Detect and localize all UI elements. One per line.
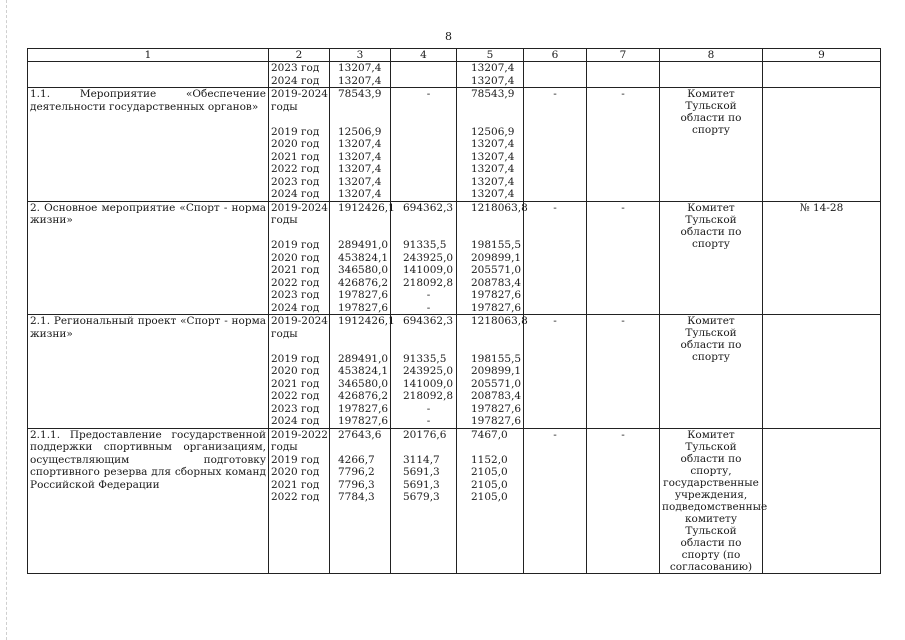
year-label: 2024 год xyxy=(271,415,320,427)
scan-edge-marks xyxy=(6,0,11,640)
year-label: 2019 год xyxy=(271,453,320,466)
value-total: 13207,4 xyxy=(338,188,382,200)
year-label: 2023 год xyxy=(271,62,320,74)
responsible-executor: Комитет Тульской области по спорту, государственные учреждения, подведомственные комитету Тульской области по спорту (по согласованию) xyxy=(660,428,763,573)
spacer xyxy=(332,340,388,353)
column-header-9: 9 xyxy=(763,49,881,62)
value-regional: 205571,0 xyxy=(471,377,522,390)
period-cell xyxy=(269,88,330,202)
col6-cell: - xyxy=(524,201,587,315)
value-regional: 12506,9 xyxy=(471,125,515,138)
col6-cell: - xyxy=(524,88,587,202)
year-label: 2024 год xyxy=(271,74,320,87)
year-label: 2020 год xyxy=(271,251,320,264)
cell-col-5 xyxy=(457,62,524,88)
responsible-executor: Комитет Тульской области по спорту xyxy=(660,201,763,315)
col6-cell: - xyxy=(524,315,587,429)
regional-cell xyxy=(457,201,528,315)
federal-cell xyxy=(391,315,457,429)
spacer xyxy=(332,227,388,240)
cell-col-6 xyxy=(524,62,587,88)
spacer xyxy=(332,214,388,227)
spacer xyxy=(271,227,327,240)
year-label: 2023 год xyxy=(271,175,320,188)
value-federal: 243925,0 xyxy=(403,251,454,264)
year-label: 2023 год xyxy=(271,289,320,301)
activity-name: 2.1. Региональный проект «Спорт - норма жизни» xyxy=(28,315,269,429)
year-label: 2019 год xyxy=(271,125,320,138)
value-regional: 1152,0 xyxy=(471,453,508,466)
period-cell xyxy=(269,315,330,429)
year-label: 2024 год xyxy=(271,188,320,200)
indicator-reference xyxy=(763,428,881,573)
indicator-reference xyxy=(763,315,881,429)
value-regional: 197827,6 xyxy=(471,289,522,301)
total-value: 1218063,8 xyxy=(471,201,528,214)
cell-col-3 xyxy=(330,62,391,88)
value-regional: 13207,4 xyxy=(471,74,515,87)
value-federal: 218092,8 xyxy=(403,390,454,402)
column-header-5: 5 xyxy=(457,49,524,62)
value-federal: 218092,8 xyxy=(403,276,454,289)
page-number: 8 xyxy=(445,30,452,43)
spacer xyxy=(459,113,521,126)
value-regional: 13207,4 xyxy=(471,138,515,150)
regional-cell xyxy=(457,315,528,429)
value-regional: 209899,1 xyxy=(471,251,522,264)
value-total: 197827,6 xyxy=(338,301,389,314)
value-total: 13207,4 xyxy=(338,163,382,175)
spacer xyxy=(271,113,327,126)
total-value: 694362,3 xyxy=(403,315,454,327)
cell-col-1 xyxy=(28,62,269,88)
value-total: 453824,1 xyxy=(338,251,389,264)
value-total: 197827,6 xyxy=(338,415,389,427)
total-cell xyxy=(330,201,395,315)
table-row xyxy=(28,315,881,429)
value-regional: 2105,0 xyxy=(471,491,508,503)
value-total: 453824,1 xyxy=(338,365,389,377)
value-federal: 243925,0 xyxy=(403,365,454,377)
spacer xyxy=(459,101,521,114)
activity-name: 2. Основное мероприятие «Спорт - норма жизни» xyxy=(28,201,269,315)
value-federal: - xyxy=(426,289,431,301)
period-unit: годы xyxy=(271,214,298,226)
program-table xyxy=(27,48,881,574)
value-total: 13207,4 xyxy=(338,74,382,87)
spacer xyxy=(459,340,521,353)
federal-cell xyxy=(391,201,457,315)
spacer xyxy=(393,328,454,341)
value-federal xyxy=(393,188,454,201)
responsible-executor: Комитет Тульской области по спорту xyxy=(660,88,763,202)
year-label: 2021 год xyxy=(271,150,320,163)
spacer xyxy=(393,227,454,240)
value-regional: 2105,0 xyxy=(471,478,508,491)
period-unit: годы xyxy=(271,327,298,340)
year-label: 2019 год xyxy=(271,239,320,251)
value-total: 289491,0 xyxy=(338,352,389,365)
period-range: 2019-2024 xyxy=(271,315,328,327)
spacer xyxy=(459,227,521,240)
total-value: 78543,9 xyxy=(338,88,382,100)
federal-cell xyxy=(391,428,457,573)
period-unit: годы xyxy=(271,441,298,453)
value-total: 12506,9 xyxy=(338,125,382,138)
value-total: 346580,0 xyxy=(338,264,389,276)
year-label: 2021 год xyxy=(271,377,320,390)
table-row xyxy=(28,62,881,88)
activity-name: 2.1.1. Предоставление государственной поддержки спортивным организациям, осуществляющим подготовку спортивного резерва для сборных команд Российской Федерации xyxy=(28,428,269,573)
col7-cell: - xyxy=(587,315,660,429)
spacer xyxy=(332,101,388,114)
column-header-1: 1 xyxy=(28,49,269,62)
table-row xyxy=(28,428,881,573)
activity-name: 1.1. Мероприятие «Обеспечение деятельности государственных органов» xyxy=(28,88,269,202)
value-federal: 5679,3 xyxy=(403,491,440,503)
regional-cell xyxy=(457,88,524,202)
value-regional: 197827,6 xyxy=(471,301,522,314)
year-label: 2020 год xyxy=(271,138,320,150)
period-range: 2019-2022 xyxy=(271,428,328,441)
total-value: - xyxy=(426,88,431,100)
value-total: 13207,4 xyxy=(338,62,382,74)
value-regional: 2105,0 xyxy=(471,466,508,478)
table-row xyxy=(28,201,881,315)
table-row xyxy=(28,88,881,202)
column-header-2: 2 xyxy=(269,49,330,62)
value-total: 197827,6 xyxy=(338,402,389,415)
value-total: 426876,2 xyxy=(338,390,389,402)
spacer xyxy=(393,101,454,114)
year-label: 2022 год xyxy=(271,163,320,175)
spacer xyxy=(393,441,454,454)
column-header-3: 3 xyxy=(330,49,391,62)
value-regional: 13207,4 xyxy=(471,150,515,163)
indicator-reference: № 14-28 xyxy=(763,201,881,315)
period-cell xyxy=(269,201,330,315)
cell-col-9 xyxy=(763,62,881,88)
value-total: 426876,2 xyxy=(338,276,389,289)
indicator-reference xyxy=(763,88,881,202)
spacer xyxy=(393,214,454,227)
value-regional: 13207,4 xyxy=(471,62,515,74)
value-federal xyxy=(393,138,454,151)
cell-col-2 xyxy=(269,62,330,88)
period-range: 2019-2024 xyxy=(271,201,328,214)
value-regional: 197827,6 xyxy=(471,415,522,427)
value-federal: 5691,3 xyxy=(403,478,440,491)
value-federal: 5691,3 xyxy=(403,466,440,478)
value-regional: 208783,4 xyxy=(471,390,522,402)
year-label: 2019 год xyxy=(271,352,320,365)
spacer xyxy=(459,441,521,454)
total-cell xyxy=(330,428,391,573)
year-label: 2023 год xyxy=(271,402,320,415)
year-label: 2021 год xyxy=(271,264,320,276)
column-header-7: 7 xyxy=(587,49,660,62)
spacer xyxy=(459,328,521,341)
value-federal: 3114,7 xyxy=(403,453,440,466)
value-federal xyxy=(393,176,454,189)
cell-col-8 xyxy=(660,62,763,88)
value-federal: 141009,0 xyxy=(403,377,454,390)
value-total: 13207,4 xyxy=(338,138,382,150)
spacer xyxy=(459,214,521,227)
total-value: 27643,6 xyxy=(338,428,382,441)
value-total: 4266,7 xyxy=(338,453,375,466)
total-value: 78543,9 xyxy=(471,88,515,100)
period-unit: годы xyxy=(271,100,298,113)
spacer xyxy=(332,113,388,126)
value-total: 13207,4 xyxy=(338,175,382,188)
year-label: 2020 год xyxy=(271,466,320,478)
year-label: 2020 год xyxy=(271,365,320,377)
spacer xyxy=(271,340,327,353)
total-value: 1912426,1 xyxy=(338,315,395,327)
cell-col-7 xyxy=(587,62,660,88)
total-value: 694362,3 xyxy=(403,201,454,214)
value-regional: 209899,1 xyxy=(471,365,522,377)
col7-cell: - xyxy=(587,428,660,573)
total-value: 20176,6 xyxy=(403,428,447,441)
value-total: 13207,4 xyxy=(338,150,382,163)
col6-cell: - xyxy=(524,428,587,573)
total-value: 1218063,8 xyxy=(471,315,528,327)
year-label: 2022 год xyxy=(271,276,320,289)
period-cell xyxy=(269,428,330,573)
value-federal xyxy=(393,75,454,88)
value-federal: - xyxy=(426,415,431,427)
total-value: 7467,0 xyxy=(471,428,508,441)
total-cell xyxy=(330,88,391,202)
value-federal xyxy=(393,126,454,139)
value-federal: 91335,5 xyxy=(403,239,447,251)
spacer xyxy=(332,328,388,341)
column-header-8: 8 xyxy=(660,49,763,62)
spacer xyxy=(393,113,454,126)
value-federal: - xyxy=(426,301,431,314)
federal-cell xyxy=(391,88,457,202)
value-federal: 91335,5 xyxy=(403,352,447,365)
value-federal xyxy=(393,163,454,176)
value-regional: 13207,4 xyxy=(471,163,515,175)
value-total: 7784,3 xyxy=(338,491,375,503)
value-regional: 13207,4 xyxy=(471,188,515,200)
column-header-4: 4 xyxy=(391,49,457,62)
spacer xyxy=(332,441,388,454)
value-federal: - xyxy=(426,402,431,415)
year-label: 2021 год xyxy=(271,478,320,491)
value-federal xyxy=(393,151,454,164)
value-federal: 141009,0 xyxy=(403,264,454,276)
year-label: 2022 год xyxy=(271,491,320,503)
total-cell xyxy=(330,315,395,429)
col7-cell: - xyxy=(587,88,660,202)
value-regional: 197827,6 xyxy=(471,402,522,415)
period-range: 2019-2024 xyxy=(271,88,328,100)
value-total: 197827,6 xyxy=(338,289,389,301)
value-regional: 13207,4 xyxy=(471,175,515,188)
value-federal xyxy=(393,62,454,75)
value-regional: 208783,4 xyxy=(471,276,522,289)
value-regional: 198155,5 xyxy=(471,239,522,251)
column-header-6: 6 xyxy=(524,49,587,62)
spacer xyxy=(393,340,454,353)
value-total: 7796,2 xyxy=(338,466,375,478)
total-value: 1912426,1 xyxy=(338,201,395,214)
value-regional: 205571,0 xyxy=(471,264,522,276)
header-row xyxy=(28,49,881,62)
value-total: 7796,3 xyxy=(338,478,375,491)
cell-col-4 xyxy=(391,62,457,88)
value-total: 346580,0 xyxy=(338,377,389,390)
col7-cell: - xyxy=(587,201,660,315)
year-label: 2022 год xyxy=(271,390,320,402)
value-total: 289491,0 xyxy=(338,239,389,251)
regional-cell xyxy=(457,428,524,573)
value-regional: 198155,5 xyxy=(471,352,522,365)
responsible-executor: Комитет Тульской области по спорту xyxy=(660,315,763,429)
year-label: 2024 год xyxy=(271,301,320,314)
